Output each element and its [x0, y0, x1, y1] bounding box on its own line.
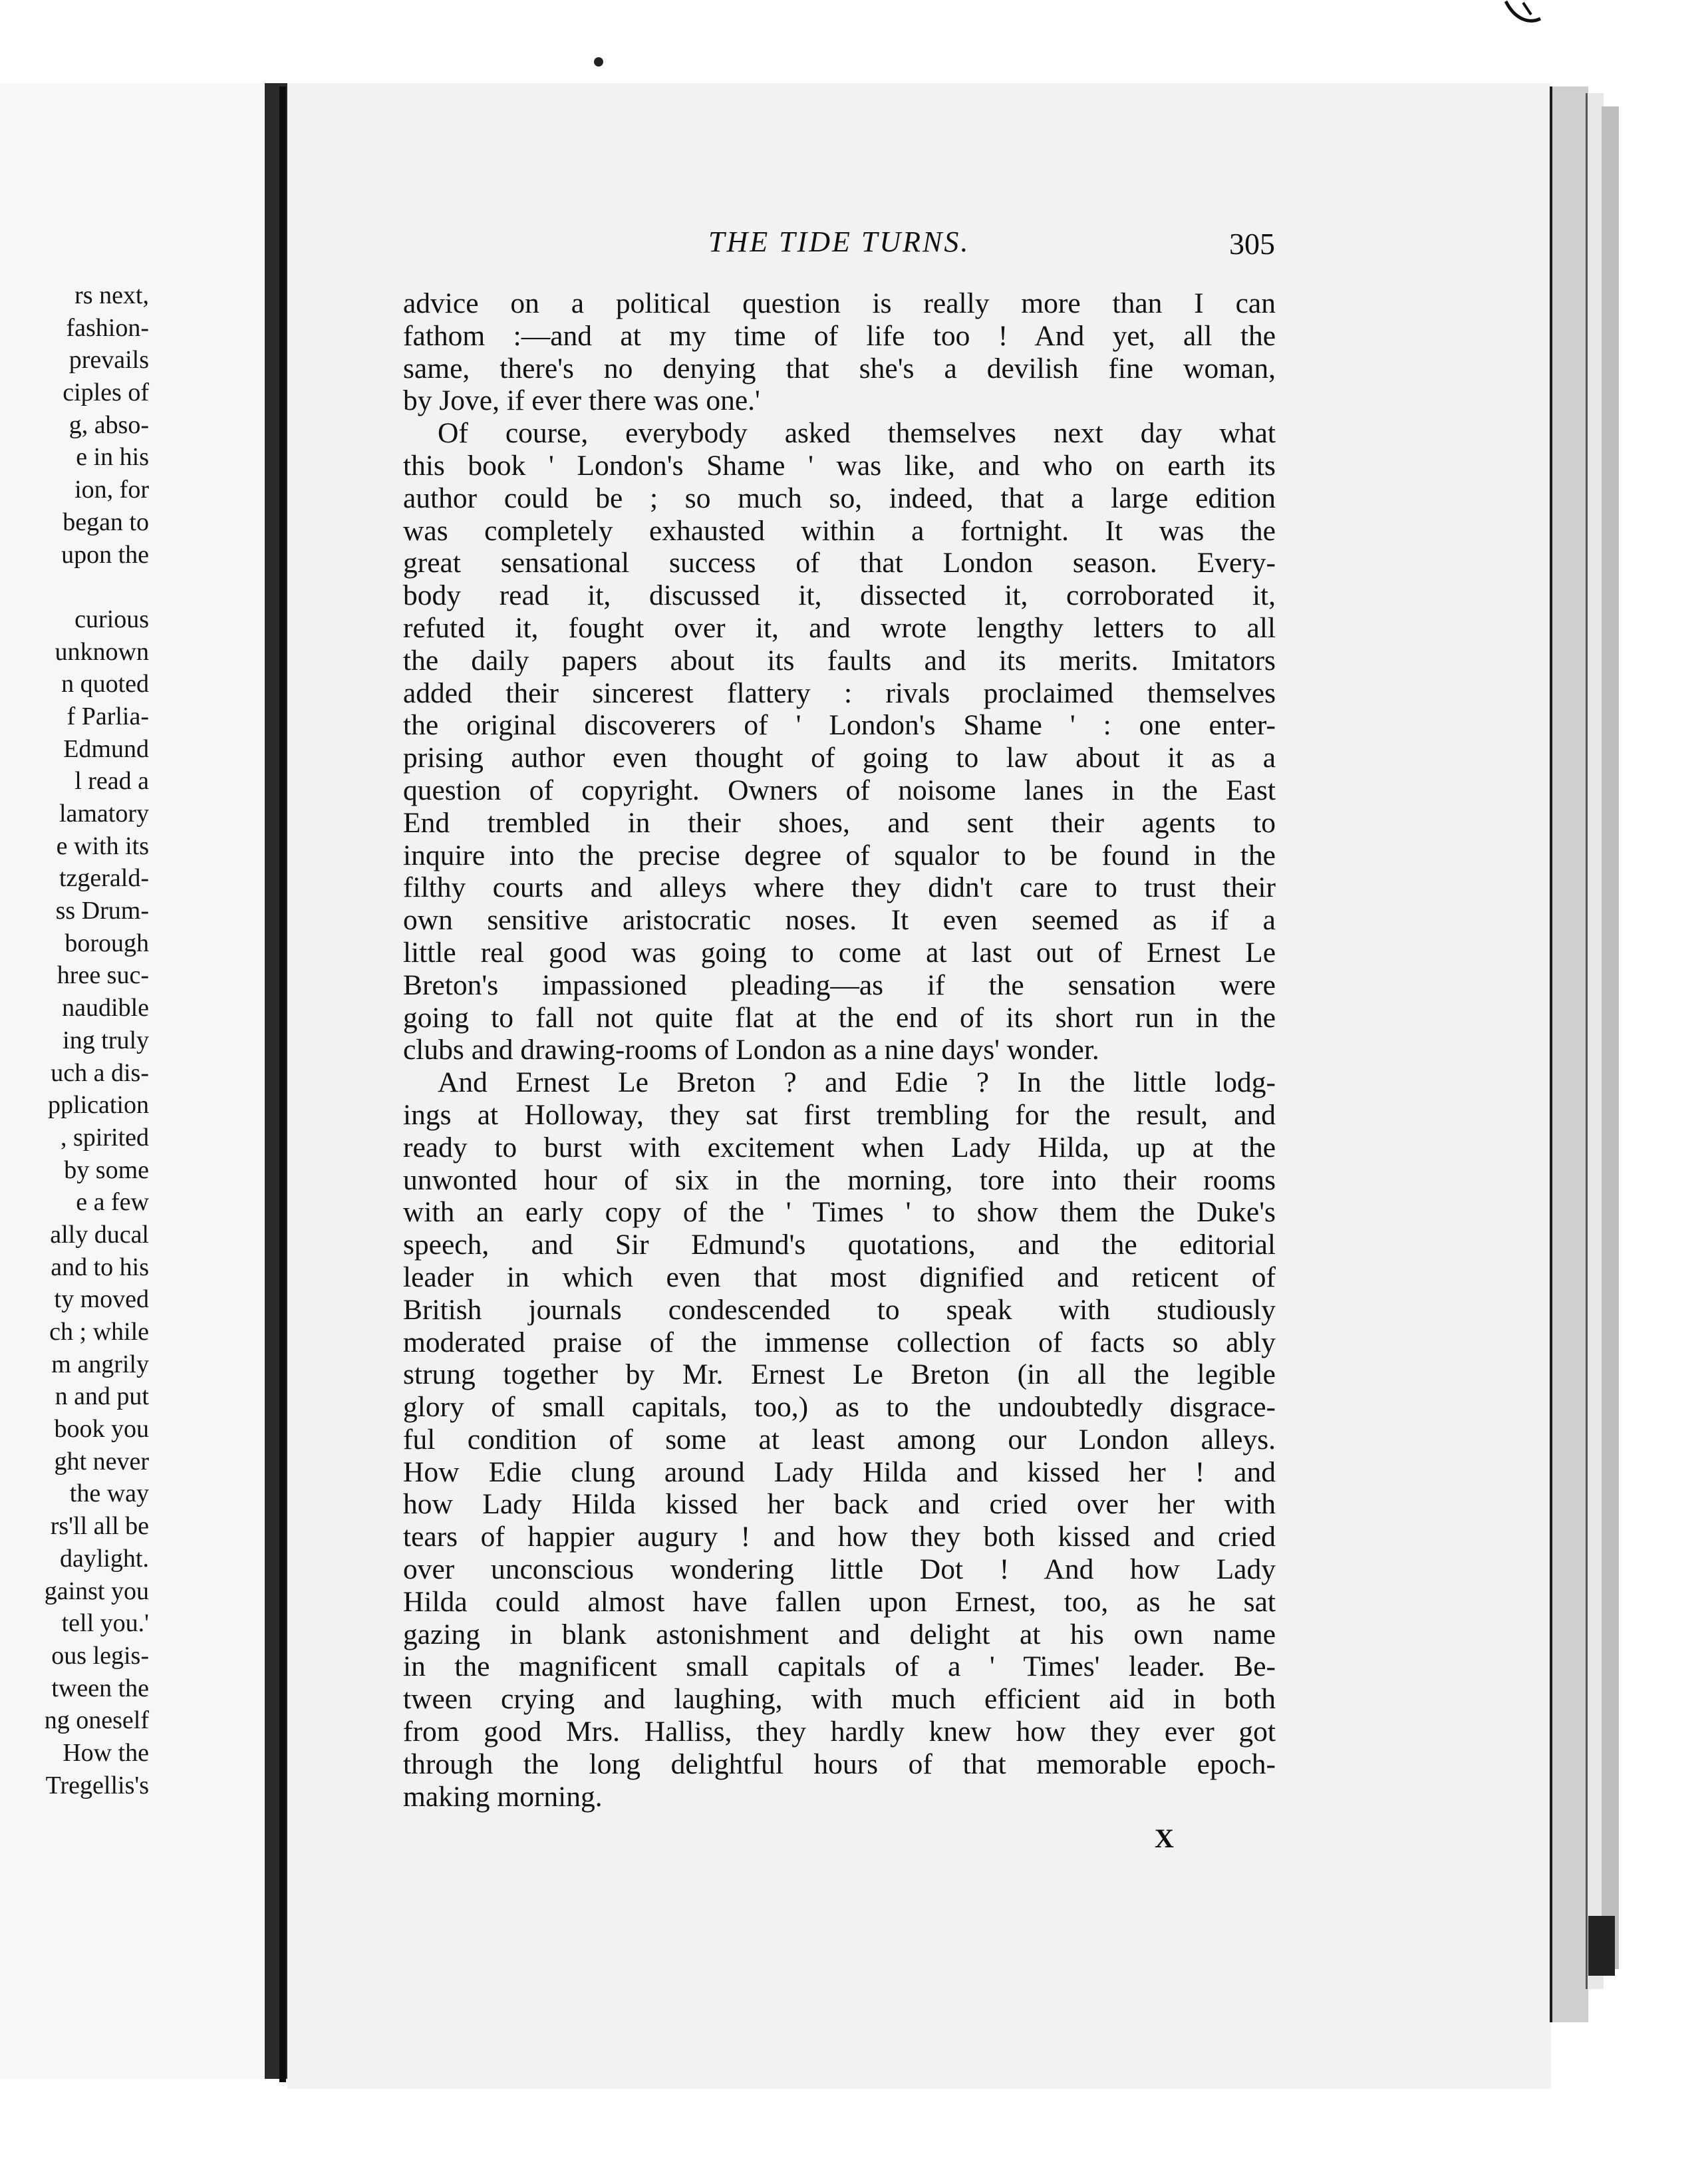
body-line: prising author even thought of going to law about it as a	[403, 742, 1276, 774]
body-line: making morning.	[403, 1780, 603, 1813]
facing-page-line: naudible	[62, 994, 149, 1022]
facing-page-line: rs next,	[74, 281, 149, 309]
page-number: 305	[1229, 227, 1275, 261]
body-line: Hilda could almost have fallen upon Ernest, too, as he sat	[403, 1585, 1276, 1618]
body-line: ings at Holloway, they sat first trembling for the result, and	[403, 1098, 1276, 1131]
facing-page-line: fashion-	[66, 313, 149, 342]
facing-page-line: , spirited	[61, 1123, 149, 1152]
body-line: tears of happier augury ! and how they both kissed and cried	[403, 1521, 1276, 1553]
scanner-background	[0, 2089, 1708, 2166]
body-text	[403, 287, 1276, 1813]
facing-page-line: curious	[74, 605, 149, 633]
body-line: Breton's impassioned pleading—as if the sensation were	[403, 969, 1276, 1001]
body-line: ful condition of some at least among our London alleys.	[403, 1423, 1276, 1456]
facing-page-line: tzgerald-	[59, 864, 149, 893]
binding-edge	[279, 86, 286, 2082]
body-line: the daily papers about its faults and its merits. Imitators	[403, 644, 1276, 677]
body-line: same, there's no denying that she's a devilish fine woman,	[403, 352, 1276, 385]
body-line: tween crying and laughing, with much efficient aid in both	[403, 1683, 1276, 1716]
facing-page-line: ing truly	[63, 1026, 149, 1054]
facing-page-line: upon the	[61, 540, 149, 569]
facing-page-line: g, abso-	[69, 410, 149, 439]
body-line: how Lady Hilda kissed her back and cried over her with	[403, 1488, 1276, 1521]
body-line: great sensational success of that London season. Every-	[403, 547, 1276, 579]
body-line: this book ' London's Shame ' was like, and who on earth its	[403, 449, 1276, 482]
body-line: question of copyright. Owners of noisome lanes in the East	[403, 774, 1276, 806]
facing-page-line: l read a	[74, 767, 149, 796]
facing-page-line: prevails	[69, 346, 149, 375]
facing-page-line: by some	[64, 1156, 149, 1184]
facing-page-line: borough	[65, 929, 149, 957]
body-line: fathom :—and at my time of life too ! And yet, all the	[403, 319, 1276, 352]
body-line: author could be ; so much so, indeed, that a large edition	[403, 482, 1276, 514]
page-fore-edge	[1550, 86, 1588, 2022]
body-line: End trembled in their shoes, and sent their agents to	[403, 806, 1276, 839]
facing-page-line: hree suc-	[57, 961, 149, 990]
body-line: British journals condescended to speak with studiously	[403, 1293, 1276, 1326]
facing-page-line: n quoted	[61, 670, 149, 698]
facing-page-line: Tregellis's	[45, 1771, 149, 1799]
facing-page-line: f Parlia-	[67, 702, 149, 730]
facing-page-line	[0, 571, 149, 603]
facing-page-line: tween the	[51, 1674, 149, 1702]
facing-page-line: m angrily	[51, 1350, 149, 1378]
body-line: was completely exhausted within a fortnight. It was the	[403, 514, 1276, 547]
facing-page-line: ght never	[54, 1447, 149, 1475]
body-line: clubs and drawing-rooms of London as a nine days' wonder.	[403, 1034, 1099, 1066]
body-line: added their sincerest flattery : rivals proclaimed themselves	[403, 677, 1276, 709]
facing-page-line: unknown	[55, 637, 149, 666]
facing-page-line: and to his	[51, 1253, 149, 1281]
facing-page-line: gainst you	[44, 1577, 149, 1605]
signature-mark: X	[1155, 1823, 1174, 1853]
body-line: through the long delightful hours of that memorable epoch-	[403, 1748, 1276, 1780]
body-line: by Jove, if ever there was one.'	[403, 385, 760, 417]
body-line: own sensitive aristocratic noses. It even seemed as if a	[403, 904, 1276, 937]
facing-page-line: uch a dis-	[51, 1058, 149, 1087]
facing-page-line: began to	[63, 508, 149, 536]
facing-page-line: ion, for	[74, 476, 149, 504]
facing-page-line: ally ducal	[50, 1220, 149, 1249]
cover-edge	[1602, 106, 1619, 1969]
body-line: the original discoverers of ' London's Shame ' : one enter-	[403, 709, 1276, 742]
running-head: THE TIDE TURNS.	[708, 226, 970, 258]
facing-page-line: Edmund	[63, 734, 149, 763]
body-line: moderated praise of the immense collection of facts so ably	[403, 1326, 1276, 1358]
facing-page-line: ch ; while	[49, 1318, 149, 1346]
body-line: little real good was going to come at last out of Ernest Le	[403, 936, 1276, 969]
body-line: body read it, discussed it, dissected it, corroborated it,	[403, 579, 1276, 612]
body-line: And Ernest Le Breton ? and Edie ? In the little lodg-	[438, 1066, 1276, 1099]
bookmark-tab	[1588, 1916, 1615, 1976]
ink-speck	[591, 55, 607, 69]
body-line: with an early copy of the ' Times ' to show them the Duke's	[403, 1196, 1276, 1229]
body-line: refuted it, fought over it, and wrote lengthy letters to all	[403, 611, 1276, 644]
facing-page-line: ng oneself	[44, 1706, 149, 1735]
body-line: speech, and Sir Edmund's quotations, and the editorial	[403, 1229, 1276, 1261]
body-line: unwonted hour of six in the morning, tore into their rooms	[403, 1163, 1276, 1196]
facing-page-line: ous legis-	[51, 1641, 149, 1670]
body-line: going to fall not quite flat at the end of its short run in the	[403, 1001, 1276, 1034]
body-line: ready to burst with excitement when Lady Hilda, up at the	[403, 1131, 1276, 1163]
body-line: advice on a political question is really more than I can	[403, 287, 1276, 319]
facing-page-line: tell you.'	[61, 1609, 149, 1638]
facing-page-line: e with its	[56, 832, 149, 860]
body-line: in the magnificent small capitals of a ' Times' leader. Be-	[403, 1650, 1276, 1683]
body-line: leader in which even that most dignified and reticent of	[403, 1261, 1276, 1293]
facing-page-line: daylight.	[59, 1544, 149, 1573]
facing-page-line: pplication	[48, 1091, 149, 1120]
facing-page-line: rs'll all be	[50, 1512, 149, 1541]
facing-page-line: e in his	[76, 443, 149, 472]
body-line: strung together by Mr. Ernest Le Breton (in all the legible	[403, 1358, 1276, 1391]
corner-ink-mark	[1503, 0, 1543, 28]
facing-page-line: ss Drum-	[55, 897, 149, 925]
body-line: over unconscious wondering little Dot ! And how Lady	[403, 1553, 1276, 1586]
facing-page-line: ty moved	[54, 1285, 149, 1314]
body-line: inquire into the precise degree of squalor to be found in the	[403, 839, 1276, 871]
body-line: gazing in blank astonishment and delight at his own name	[403, 1618, 1276, 1650]
body-line: How Edie clung around Lady Hilda and kissed her ! and	[403, 1456, 1276, 1488]
page-stack-edge	[1586, 93, 1604, 1989]
body-line: Of course, everybody asked themselves next day what	[438, 417, 1276, 450]
facing-page-text	[0, 279, 149, 1801]
facing-page-line: How the	[63, 1738, 149, 1767]
facing-page-line: e a few	[76, 1188, 149, 1217]
facing-page-line: n and put	[55, 1382, 149, 1411]
body-line: from good Mrs. Halliss, they hardly knew how they ever got	[403, 1716, 1276, 1748]
facing-page-line: book you	[54, 1415, 149, 1444]
facing-page-line: ciples of	[63, 379, 149, 407]
facing-page-line: the way	[69, 1479, 149, 1508]
facing-page-line: lamatory	[59, 800, 149, 828]
body-line: filthy courts and alleys where they didn't care to trust their	[403, 871, 1276, 904]
body-line: glory of small capitals, too,) as to the undoubtedly disgrace-	[403, 1391, 1276, 1424]
